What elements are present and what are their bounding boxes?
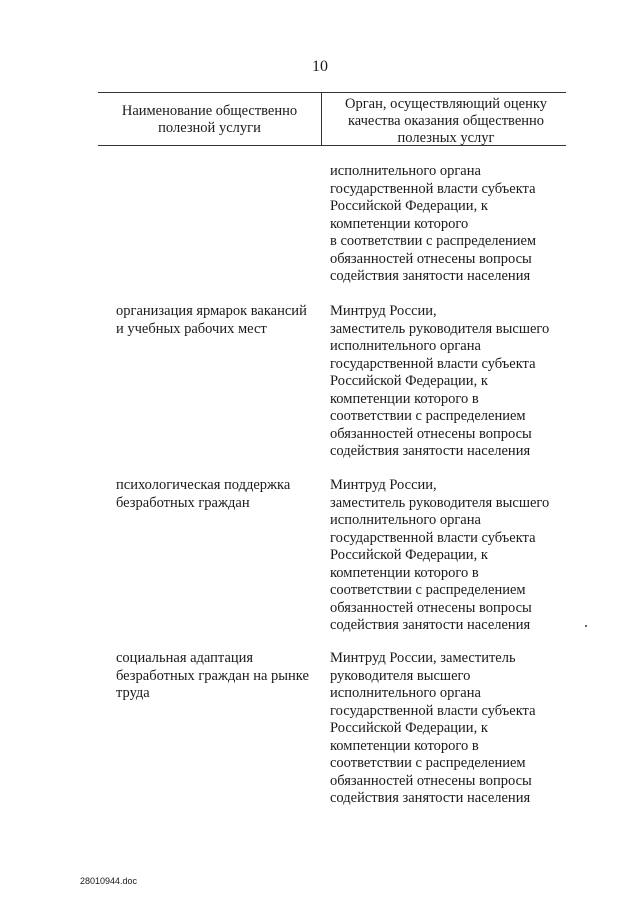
service-cell: организация ярмарок вакансий и учебных рабочих мест — [116, 303, 307, 337]
service-cell: социальная адаптация безработных граждан на рынке труда — [116, 650, 309, 701]
page-number: 10 — [312, 58, 328, 75]
authority-cell: Минтруд России, заместитель руководителя высшего исполнительного органа государственной власти субъекта Российской Федерации, к компетенции которого в соответствии с распределением обязанностей отнесены вопросы содействия занятости населения — [330, 477, 550, 633]
footer-filename: 28010944.doc — [80, 876, 138, 886]
service-cell: психологическая поддержка безработных граждан — [116, 477, 291, 511]
scan-speck — [585, 625, 587, 627]
authority-cell: исполнительного органа государственной власти субъекта Российской Федерации, к компетенции которого в соответствии с распределением обязанностей отнесены вопросы содействия занятости населения — [330, 163, 537, 284]
header-service-name: Наименование общественно полезной услуги — [121, 103, 298, 136]
authority-cell: Минтруд России, заместитель руководителя высшего исполнительного органа государственной власти субъекта Российской Федерации, к компетенции которого в соответствии с распределением обязанностей отнесены вопросы содействия занятости населения — [330, 650, 536, 806]
table-top-rule — [98, 92, 566, 93]
header-assessing-authority: Орган, осуществляющий оценку качества оказания общественно полезных услуг — [345, 96, 547, 146]
authority-cell: Минтруд России, заместитель руководителя высшего исполнительного органа государственной власти субъекта Российской Федерации, к компетенции которого в соответствии с распределением обязанностей отнесены вопросы содействия занятости населения — [330, 303, 550, 459]
header-column-divider — [321, 92, 322, 145]
